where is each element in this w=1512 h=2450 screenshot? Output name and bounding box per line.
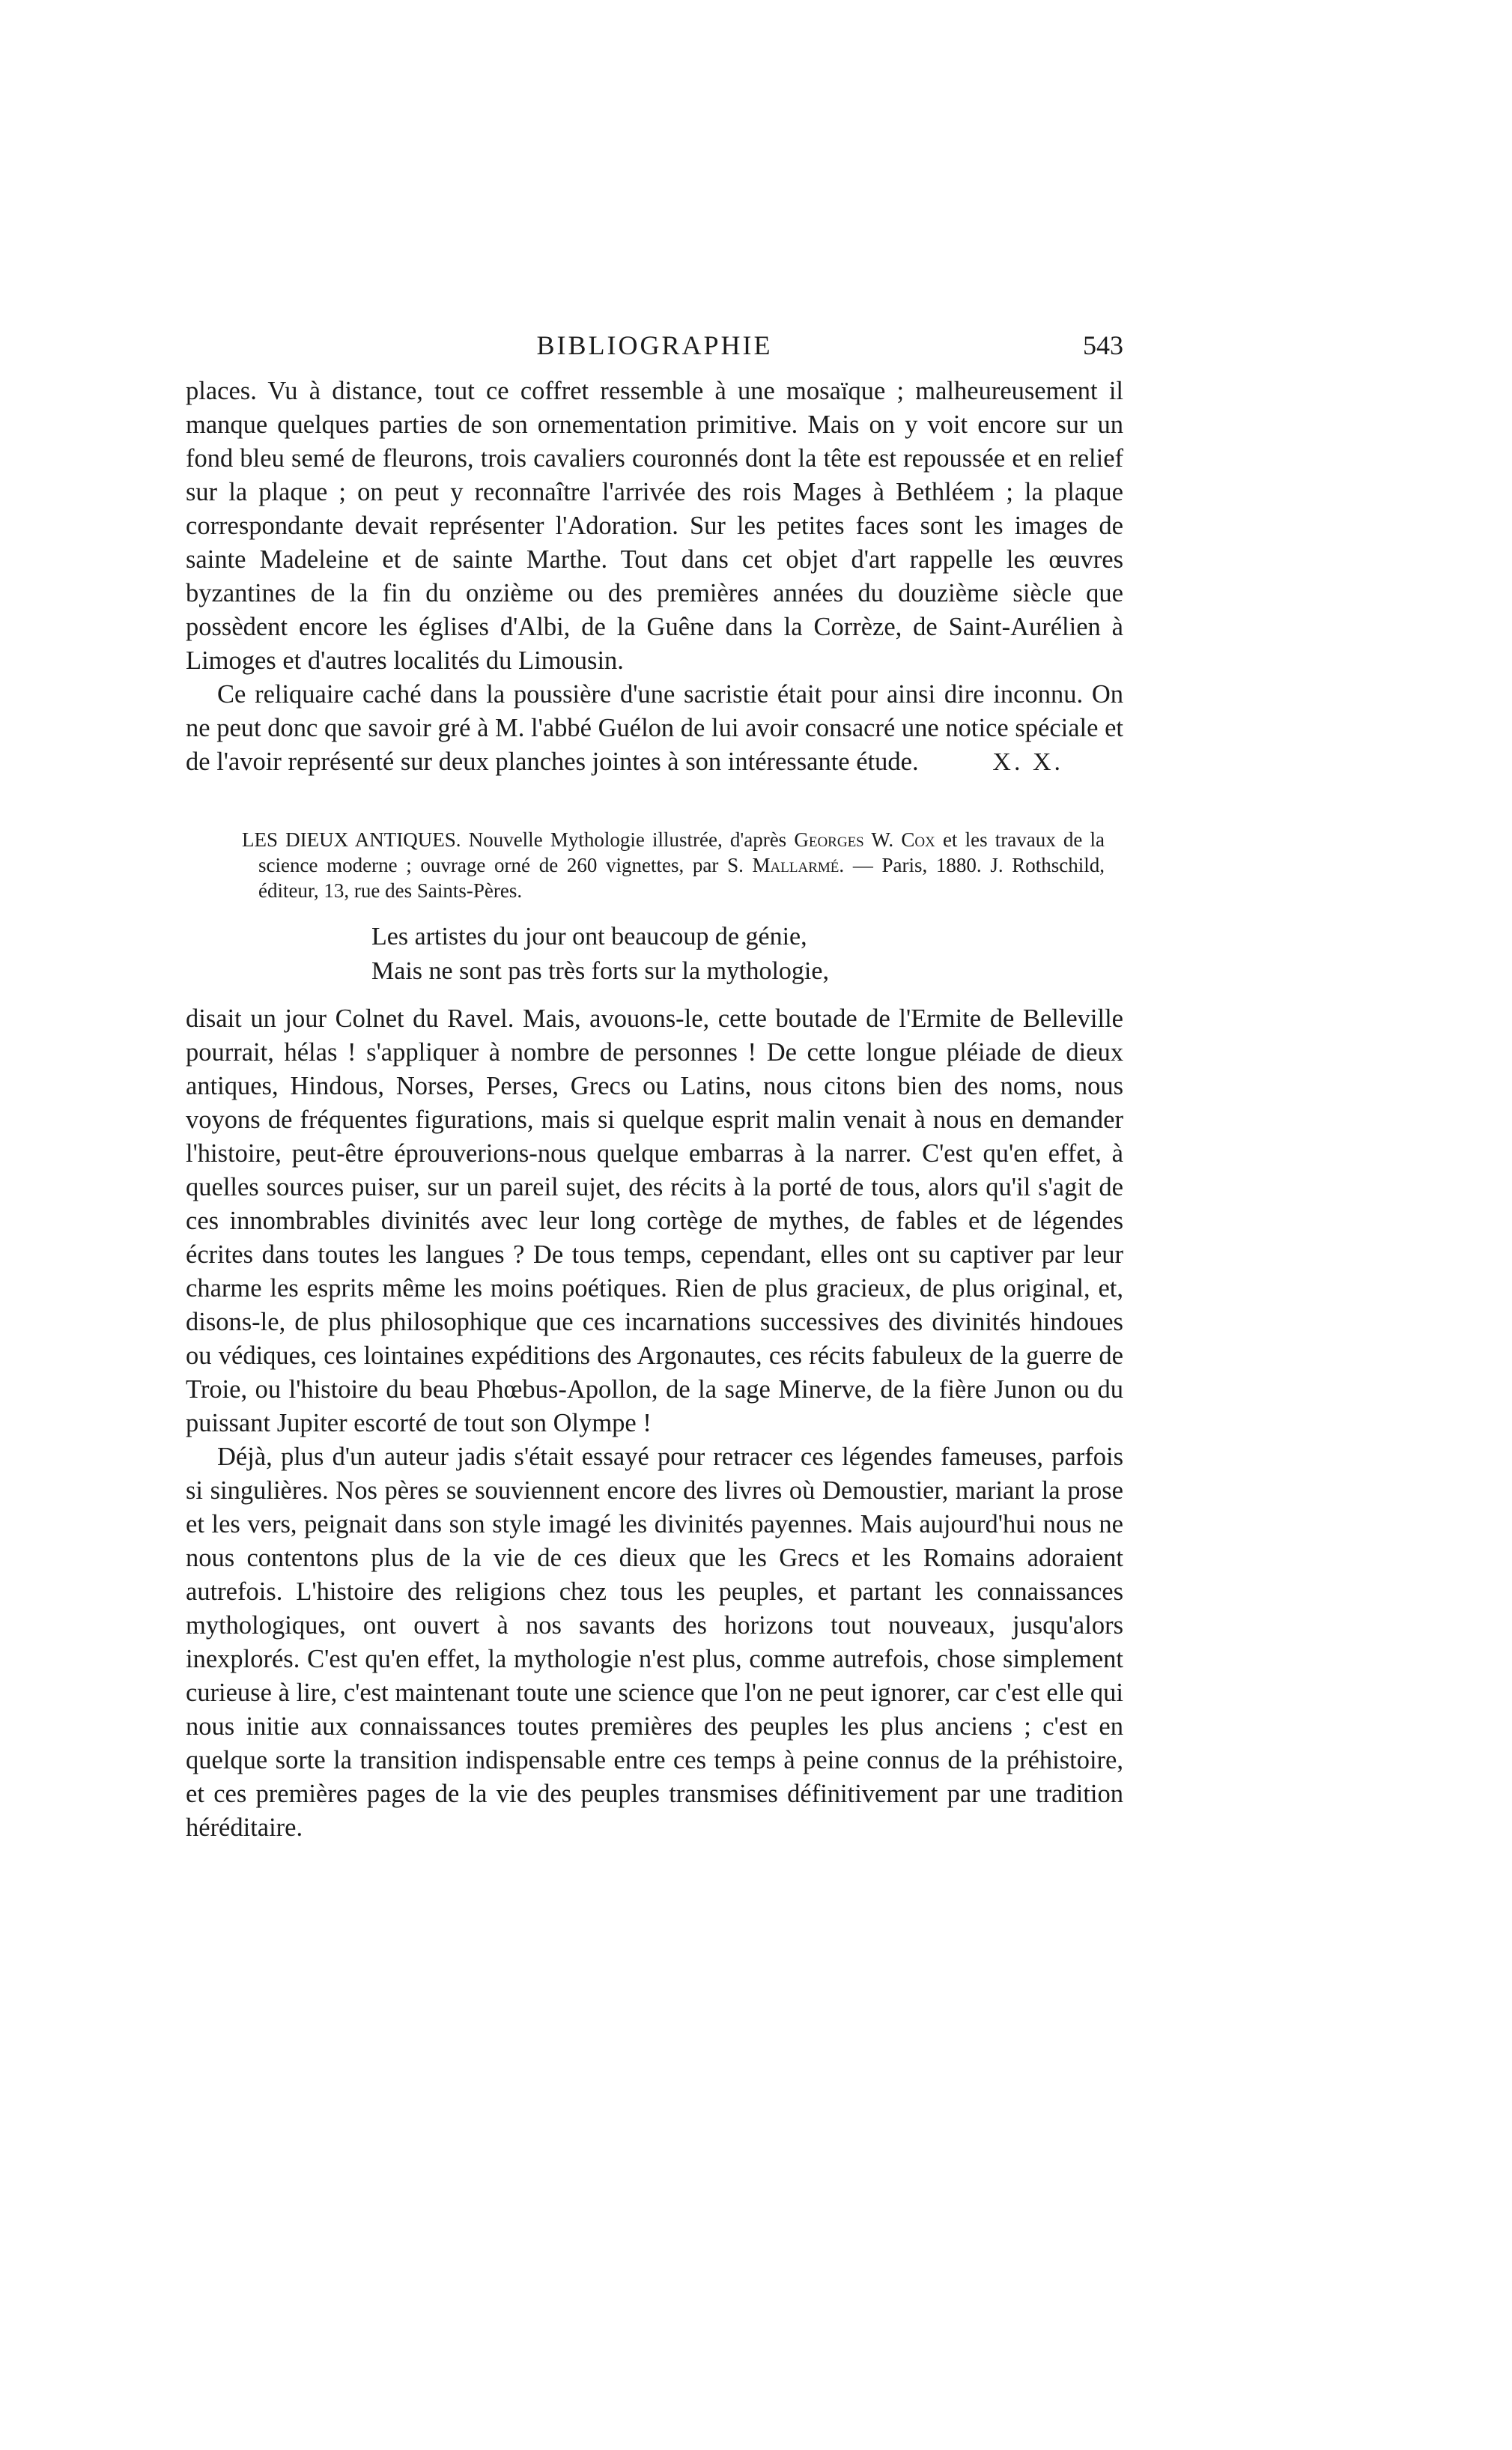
running-title: BIBLIOGRAPHIE [536, 330, 773, 360]
bibliographic-notice [242, 827, 1105, 903]
paragraph: Déjà, plus d'un auteur jadis s'était essayé pour retracer ces légendes fameuses, parfois si singulières. Nos pères se souviennent encore des livres où Demoustier, mariant la prose et les vers, peignait dans son style imagé les divinités payennes. Mais aujourd'hui nous ne nous contentons plus de la vie de ces dieux que les Grecs et les Romains adoraient autrefois. L'histoire des religions chez tous les peuples, et partant les connaissances mythologiques, ont ouvert à nos savants des horizons tout nouveaux, jusqu'alors inexplorés. C'est qu'en effet, la mythologie n'est plus, comme autrefois, chose simplement curieuse à lire, c'est maintenant toute une science que l'on ne peut ignorer, car c'est elle qui nous initie aux connaissances toutes premières des peuples les plus anciens ; c'est en quelque sorte la transition indispensable entre ces temps à peine connus de la préhistoire, et ces premières pages de la vie des peuples transmises définitivement par une tradition héréditaire. [186, 1443, 1123, 1842]
notice-text: Nouvelle Mythologie illustrée, d'après [468, 828, 787, 851]
paragraph: places. Vu à distance, tout ce coffret ressemble à une mosaïque ; malheureusement il manque quelques parties de son ornementation primitive. Mais on y voit encore sur un fond bleu semé de fleurons, trois cavaliers couronnés dont la tête est repoussée et en relief sur la plaque ; on peut y reconnaître l'arrivée des rois Mages à Bethléem ; la plaque correspondante devait représenter l'Adoration. Sur les petites faces sont les images de sainte Madeleine et de sainte Marthe. Tout dans cet objet d'art rappelle les œuvres byzantines de la fin du onzième ou des premières années du douzième siècle que possèdent encore les églises d'Albi, de la Guêne dans la Corrèze, de Saint-Aurélien à Limoges et d'autres localités du Limousin. [186, 377, 1123, 675]
running-head [186, 330, 1123, 375]
paragraph: Ce reliquaire caché dans la poussière d'une sacristie était pour ainsi dire inconnu. On ne peut donc que savoir gré à M. l'abbé Guélon de lui avoir consacré une notice spéciale et de l'avoir représenté sur deux planches jointes à son intéressante étude. [186, 680, 1123, 776]
notice-title: LES DIEUX ANTIQUES. [242, 828, 461, 851]
notice-author: S. Mallarmé [727, 854, 840, 876]
verse-line: Mais ne sont pas très forts sur la mythologie, [371, 957, 829, 985]
page [186, 330, 1123, 1845]
notice-author: Georges W. Cox [794, 828, 935, 851]
verse-line: Les artistes du jour ont beaucoup de génie, [371, 923, 807, 950]
paragraph: disait un jour Colnet du Ravel. Mais, avouons-le, cette boutade de l'Ermite de Belleville pourrait, hélas ! s'appliquer à nombre de personnes ! De cette longue pléiade de dieux antiques, Hindous, Norses, Perses, Grecs ou Latins, nous citons bien des noms, nous voyons de fréquentes figurations, mais si quelque esprit malin venait à nous en demander l'histoire, peut-être éprouverions-nous quelque embarras à la narrer. C'est qu'en effet, à quelles sources puiser, sur un pareil sujet, des récits à la porté de tous, alors qu'il s'agit de ces innombrables divinités avec leur long cortège de mythes, de fables et de légendes écrites dans toutes les langues ? De tous temps, cependant, elles ont su captiver par leur charme les esprits même les moins poétiques. Rien de plus gracieux, de plus original, et, disons-le, de plus philosophique que ces incarnations successives des divinités hindoues ou védiques, ces lointaines expéditions des Argonautes, ces récits fabuleux de la guerre de Troie, ou l'histoire du beau Phœbus-Apollon, de la sage Minerve, de la fière Junon ou du puissant Jupiter escorté de tout son Olympe ! [186, 1004, 1123, 1437]
signature: X. X. [992, 748, 1063, 776]
notice-text: . — Paris, 1880. J. Rothschild, éditeur, 13, rue des Saints-Pères. [258, 854, 1105, 902]
page-number: 543 [1083, 330, 1123, 360]
notice-text: et les travaux de la science moderne ; ouvrage orné de 260 vignettes, par [258, 828, 1105, 876]
verse-quote [371, 920, 1123, 989]
